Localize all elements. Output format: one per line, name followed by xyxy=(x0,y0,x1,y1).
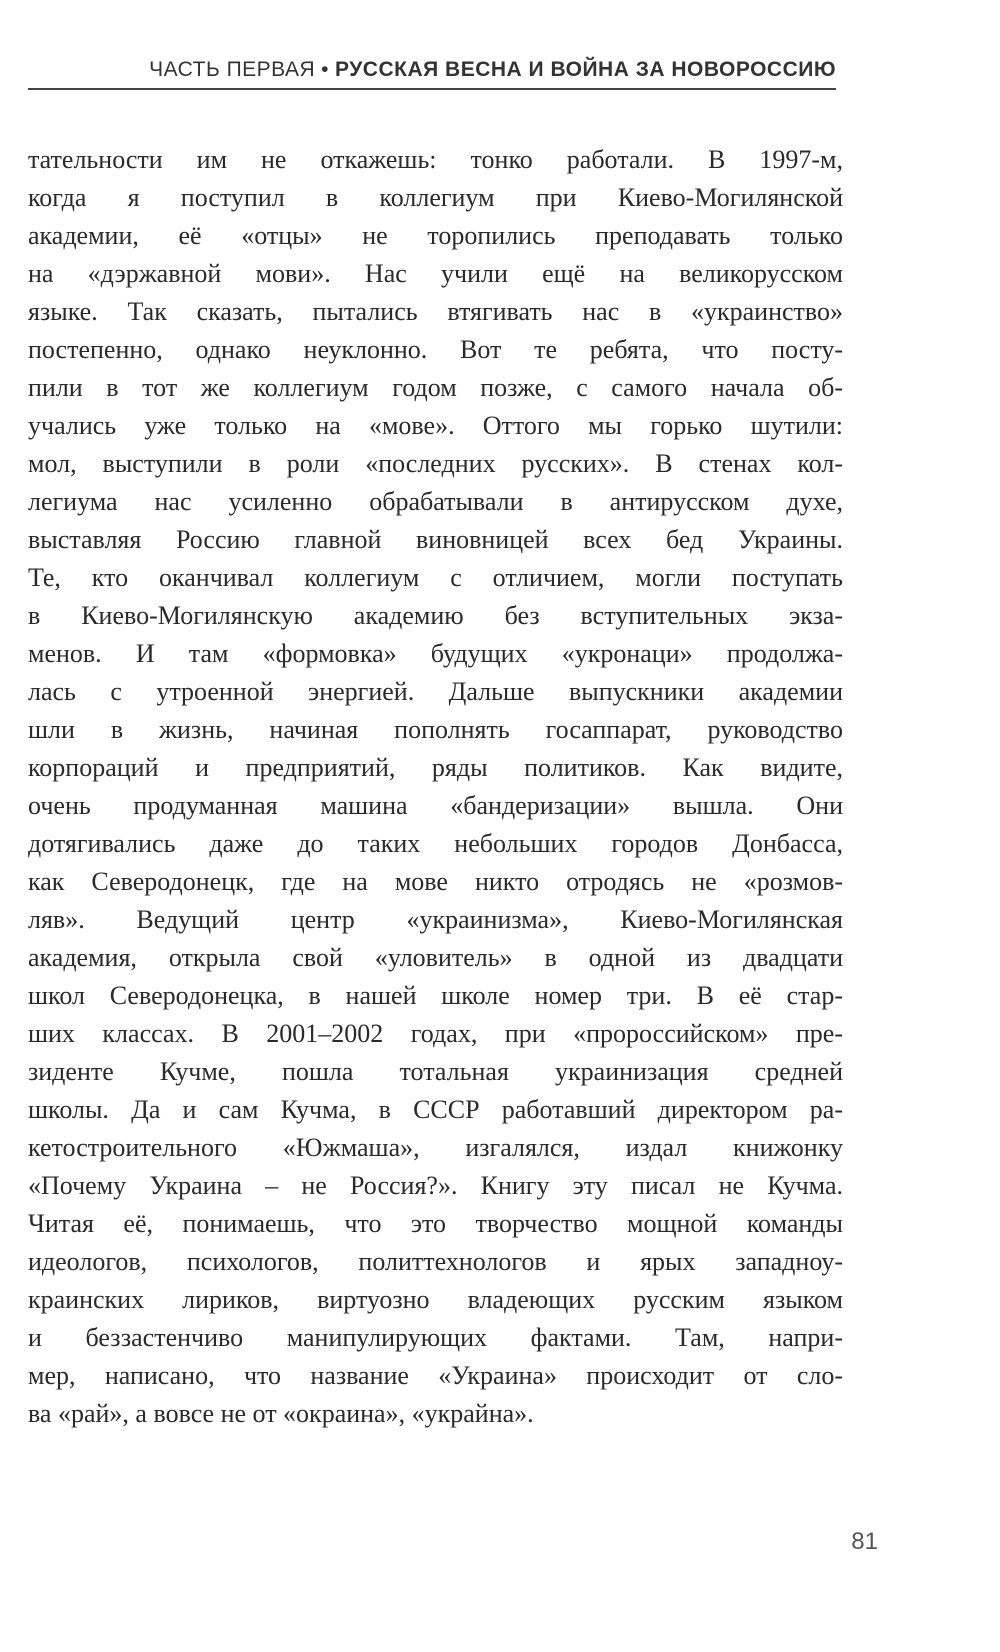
text-line: краинских лириков, виртуозно владеющих русским языком xyxy=(28,1285,843,1314)
text-line: академии, её «отцы» не торопились преподавать только xyxy=(28,221,843,250)
text-line: постепенно, однако неуклонно. Вот те ребята, что посту- xyxy=(28,335,843,364)
text-line: на «дэржавной мови». Нас учили ещё на великорусском xyxy=(28,259,843,288)
text-line: как Северодонецк, где на мове никто отродясь не «розмов- xyxy=(28,867,843,896)
header-rule xyxy=(28,88,836,90)
page-number: 81 xyxy=(851,1528,878,1555)
text-line: школ Северодонецка, в нашей школе номер три. В её стар- xyxy=(28,981,843,1010)
text-line: ва «рай», а вовсе не от «окраина», «украйна». xyxy=(28,1399,534,1428)
text-line: менов. И там «формовка» будущих «укронаци» продолжа- xyxy=(28,639,843,668)
text-line: «Почему Украина – не Россия?». Книгу эту писал не Кучма. xyxy=(28,1171,843,1200)
text-line: шли в жизнь, начиная пополнять госаппарат, руководство xyxy=(28,715,843,744)
text-line: и беззастенчиво манипулирующих фактами. Там, напри- xyxy=(28,1323,843,1352)
text-line: кетостроительного «Южмаша», изгалялся, издал книжонку xyxy=(28,1133,843,1162)
text-line: Читая её, понимаешь, что это творчество мощной команды xyxy=(28,1209,843,1238)
text-line: идеологов, психологов, политтехнологов и ярых западноу- xyxy=(28,1247,843,1276)
running-head xyxy=(28,58,836,82)
text-line: ляв». Ведущий центр «украинизма», Киево-Могилянская xyxy=(28,905,843,934)
text-line: тательности им не откажешь: тонко работали. В 1997-м, xyxy=(28,145,843,174)
text-line: лась с утроенной энергией. Дальше выпускники академии xyxy=(28,677,843,706)
text-line: языке. Так сказать, пытались втягивать нас в «украинство» xyxy=(28,297,843,326)
body-text xyxy=(28,141,843,1433)
text-line: Те, кто оканчивал коллегиум с отличием, могли поступать xyxy=(28,563,843,592)
text-line: академия, открыла свой «уловитель» в одной из двадцати xyxy=(28,943,843,972)
text-line: пили в тот же коллегиум годом позже, с самого начала об- xyxy=(28,373,843,402)
running-head-title: РУССКАЯ ВЕСНА И ВОЙНА ЗА НОВОРОССИЮ xyxy=(335,58,836,81)
text-line: школы. Да и сам Кучма, в СССР работавший директором ра- xyxy=(28,1095,843,1124)
text-line: зиденте Кучме, пошла тотальная украинизация средней xyxy=(28,1057,843,1086)
text-line: в Киево-Могилянскую академию без вступительных экза- xyxy=(28,601,843,630)
text-line: ших классах. В 2001–2002 годах, при «пророссийском» пре- xyxy=(28,1019,843,1048)
running-head-part: ЧАСТЬ ПЕРВАЯ xyxy=(149,58,316,81)
running-head-separator: • xyxy=(321,58,330,81)
text-line: учались уже только на «мове». Оттого мы горько шутили: xyxy=(28,411,843,440)
text-line: очень продуманная машина «бандеризации» вышла. Они xyxy=(28,791,843,820)
text-line: мер, написано, что название «Украина» происходит от сло- xyxy=(28,1361,843,1390)
text-line: легиума нас усиленно обрабатывали в антирусском духе, xyxy=(28,487,843,516)
text-line: когда я поступил в коллегиум при Киево-Могилянской xyxy=(28,183,843,212)
text-line: выставляя Россию главной виновницей всех бед Украины. xyxy=(28,525,843,554)
text-line: мол, выступили в роли «последних русских». В стенах кол- xyxy=(28,449,843,478)
text-line: корпораций и предприятий, ряды политиков. Как видите, xyxy=(28,753,843,782)
text-line: дотягивались даже до таких небольших городов Донбасса, xyxy=(28,829,843,858)
